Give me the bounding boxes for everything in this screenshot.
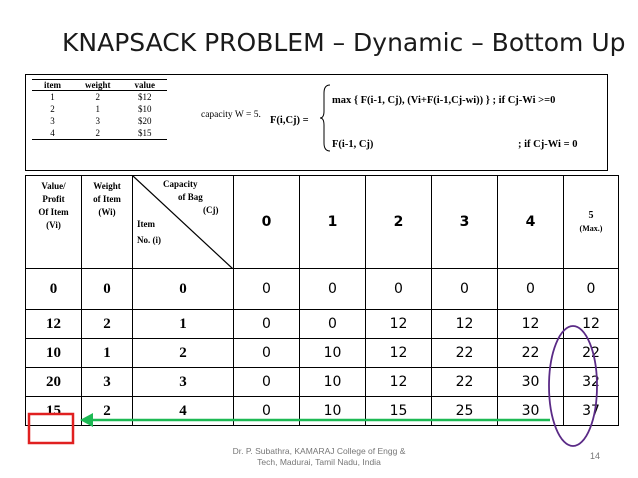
item-cell: 1 <box>133 310 234 339</box>
dp-cell: 0 <box>234 339 300 368</box>
dp-cell: 10 <box>300 339 366 368</box>
value-cell: 12 <box>26 310 82 339</box>
value-cell: $20 <box>138 116 152 126</box>
dp-cell: 0 <box>234 397 300 426</box>
item-cell: 4 <box>32 127 73 140</box>
dp-cell: 0 <box>564 269 619 310</box>
item-cell: 3 <box>133 368 234 397</box>
formula-case-2-cond: ; if Cj-Wi = 0 <box>518 139 578 150</box>
footer-line: Dr. P. Subathra, KAMARAJ College of Engg & <box>232 446 406 456</box>
value-header-line: Of Item <box>38 207 69 217</box>
header-value: value <box>123 80 168 91</box>
dp-cell: 22 <box>498 339 564 368</box>
capacity-label: capacity W = 5. <box>201 110 261 120</box>
formula-lhs: F(i,Cj) = <box>270 115 309 126</box>
col-header-5-number: 5 <box>588 210 594 221</box>
dp-cell: 22 <box>432 368 498 397</box>
col-header-4: 4 <box>498 176 564 269</box>
weight-cell: 3 <box>82 368 133 397</box>
value-header-line: Value/ <box>41 181 66 191</box>
dp-cell: 12 <box>564 310 619 339</box>
dp-cell: 22 <box>432 339 498 368</box>
weight-cell: 3 <box>95 116 100 126</box>
capacity-header-line: Capacity <box>163 179 198 189</box>
dp-cell: 12 <box>432 310 498 339</box>
slide-title: KNAPSACK PROBLEM – Dynamic – Bottom Up <box>62 28 626 57</box>
dp-cell: 12 <box>366 339 432 368</box>
weight-header-line: (Wi) <box>98 207 116 217</box>
dp-cell: 30 <box>498 368 564 397</box>
dp-cell: 0 <box>432 269 498 310</box>
col-header-2: 2 <box>366 176 432 269</box>
col-header-3: 3 <box>432 176 498 269</box>
item-cell: 4 <box>133 397 234 426</box>
formula-case-2-expr: F(i-1, Cj) <box>332 139 374 150</box>
dp-cell: 32 <box>564 368 619 397</box>
value-cell: $15 <box>123 127 168 140</box>
value-cell: 15 <box>26 397 82 426</box>
dp-cell: 12 <box>366 310 432 339</box>
item-cell: 0 <box>133 269 234 310</box>
dp-cell: 37 <box>564 397 619 426</box>
dp-cell: 0 <box>234 269 300 310</box>
item-header-line: No. (i) <box>137 235 161 245</box>
dp-cell: 15 <box>366 397 432 426</box>
value-header-line: (Vi) <box>46 220 61 230</box>
dp-cell: 25 <box>432 397 498 426</box>
weight-header-line: of Item <box>93 194 121 204</box>
header-item: item <box>32 80 73 91</box>
weight-cell: 1 <box>82 339 133 368</box>
dp-cell: 0 <box>498 269 564 310</box>
selected-item-highlight <box>29 414 73 443</box>
weight-cell: 0 <box>82 269 133 310</box>
max-label: (Max.) <box>579 224 603 233</box>
page-number: 14 <box>590 451 601 461</box>
dp-cell: 0 <box>234 310 300 339</box>
value-cell: $10 <box>138 104 152 114</box>
weight-cell: 2 <box>95 92 100 102</box>
arrowhead-icon <box>80 413 93 427</box>
weight-cell: 2 <box>82 397 133 426</box>
dp-cell: 0 <box>300 310 366 339</box>
value-cell: 20 <box>26 368 82 397</box>
dp-cell: 10 <box>300 397 366 426</box>
dp-cell: 12 <box>498 310 564 339</box>
item-cell: 2 <box>50 104 55 114</box>
value-header-line: Profit <box>42 194 65 204</box>
dp-cell: 30 <box>498 397 564 426</box>
dp-cell: 0 <box>234 368 300 397</box>
max-column-ellipse <box>549 326 597 446</box>
dp-cell: 0 <box>300 269 366 310</box>
capacity-header-line: (Cj) <box>203 205 219 215</box>
item-cell: 3 <box>50 116 55 126</box>
col-header-0: 0 <box>234 176 300 269</box>
value-cell: 0 <box>26 269 82 310</box>
weight-cell: 2 <box>73 127 123 140</box>
item-header-line: Item <box>137 219 155 229</box>
col-header-1: 1 <box>300 176 366 269</box>
header-weight: weight <box>73 80 123 91</box>
footer-credit <box>214 446 424 468</box>
dp-cell: 10 <box>300 368 366 397</box>
capacity-header-line: of Bag <box>178 192 203 202</box>
dp-cell: 12 <box>366 368 432 397</box>
value-cell: 10 <box>26 339 82 368</box>
formula-case-1: max { F(i-1, Cj), (Vi+F(i-1,Cj-wi)) } ; if Cj-Wi >=0 <box>332 95 556 106</box>
weight-header-line: Weight <box>93 181 121 191</box>
dp-cell: 22 <box>564 339 619 368</box>
item-cell: 1 <box>50 92 55 102</box>
weight-cell: 1 <box>95 104 100 114</box>
footer-line: Tech, Madurai, Tamil Nadu, India <box>257 457 381 467</box>
dp-cell: 0 <box>366 269 432 310</box>
item-cell: 2 <box>133 339 234 368</box>
weight-cell: 2 <box>82 310 133 339</box>
value-cell: $12 <box>138 92 152 102</box>
